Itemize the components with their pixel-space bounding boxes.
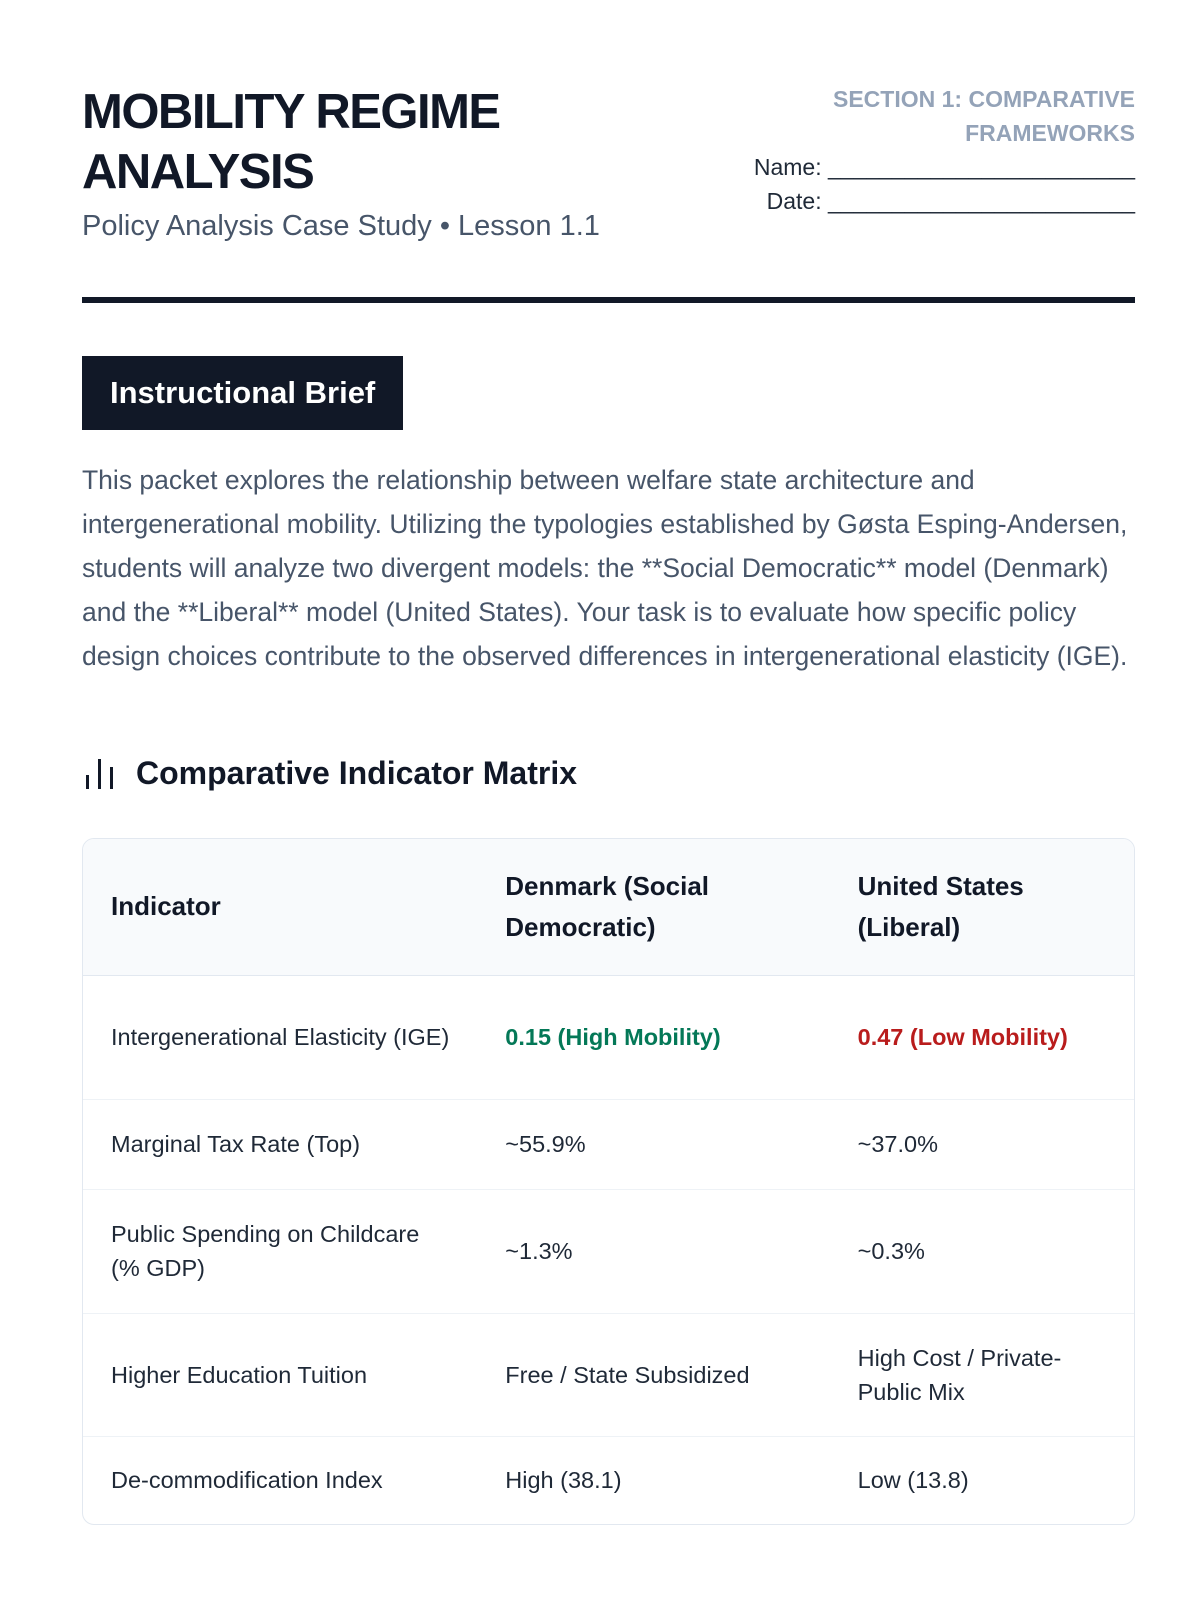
us-cell: High Cost / Private-Public Mix [830, 1313, 1134, 1436]
page-subtitle: Policy Analysis Case Study • Lesson 1.1 [82, 210, 600, 242]
denmark-cell: Free / State Subsidized [477, 1313, 829, 1436]
indicator-cell: Public Spending on Childcare (% GDP) [83, 1189, 477, 1313]
us-cell: 0.47 (Low Mobility) [830, 975, 1134, 1099]
denmark-cell: High (38.1) [505, 1467, 622, 1494]
table-row [83, 1099, 1134, 1189]
meta-block [735, 82, 1135, 218]
indicator-cell: Higher Education Tuition [83, 1313, 477, 1436]
us-cell: ~37.0% [830, 1099, 1134, 1189]
matrix-heading-text: Comparative Indicator Matrix [136, 754, 577, 791]
column-header-denmark: Denmark (Social Democratic) [477, 839, 829, 975]
denmark-cell: 0.15 (High Mobility) [477, 975, 829, 1099]
section-label: SECTION 1: COMPARATIVE FRAMEWORKS [833, 86, 1135, 146]
bar-chart-icon [82, 753, 118, 793]
table-row [83, 1436, 1134, 1524]
us-cell: Low (13.8) [857, 1467, 969, 1494]
header-divider [82, 297, 1135, 303]
date-field[interactable]: Date: ________________________ [766, 188, 1135, 214]
title-block [82, 82, 702, 244]
worksheet-page [82, 82, 1135, 1525]
table-row [83, 1313, 1134, 1436]
brief-text: This packet explores the relationship between welfare state architecture and intergenerational mobility. Utilizing the typologies established by Gøsta Esping-Andersen, students will analyze two divergent models: the **Social Democratic** model (Denmark) and the **Liberal** model (United States). Your task is to evaluate how specific policy design choices contribute to the observed differences in intergenerational elasticity (IGE). [82, 465, 1128, 671]
us-cell: ~0.3% [830, 1189, 1134, 1313]
page-title: MOBILITY REGIME ANALYSIS [82, 85, 500, 199]
indicator-cell: Marginal Tax Rate (Top) [83, 1099, 477, 1189]
table-row [83, 1189, 1134, 1313]
table-header-row [83, 839, 1134, 975]
page-header [82, 82, 1135, 252]
column-header-indicator: Indicator [83, 839, 477, 975]
brief-heading: Instructional Brief [82, 356, 403, 430]
indicator-table [82, 838, 1135, 1525]
denmark-cell: ~1.3% [477, 1189, 829, 1313]
indicator-cell: De-commodification Index [111, 1467, 383, 1494]
name-field[interactable]: Name: ________________________ [753, 154, 1135, 180]
column-header-us: United States (Liberal) [830, 839, 1134, 975]
indicator-cell: Intergenerational Elasticity (IGE) [83, 975, 477, 1099]
matrix-heading [82, 748, 1135, 798]
table-row [83, 975, 1134, 1099]
denmark-cell: ~55.9% [477, 1099, 829, 1189]
